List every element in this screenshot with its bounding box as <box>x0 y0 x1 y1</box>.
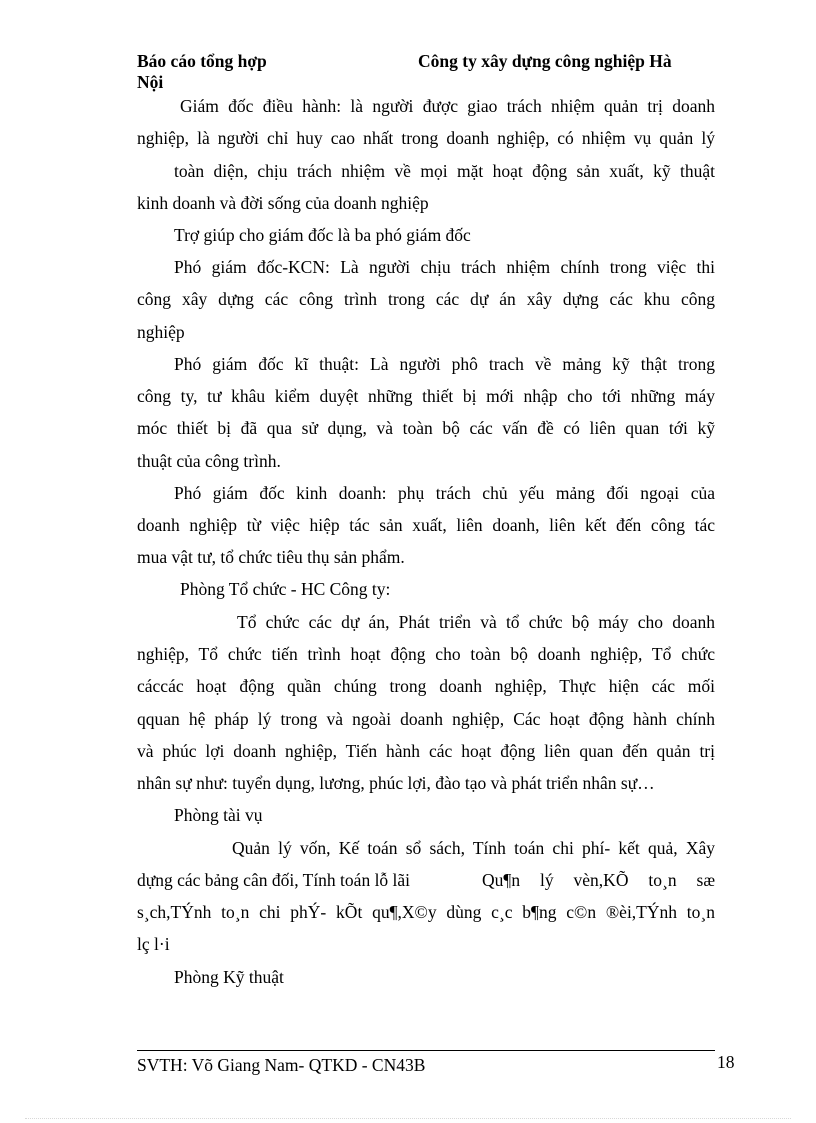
body-line: qquan hệ pháp lý trong và ngoài doanh nghiệp, Các hoạt động hành chính <box>137 709 715 729</box>
section-heading: Phòng Tổ chức - HC Công ty: <box>180 579 391 599</box>
body-line: Tổ chức các dự án, Phát triển và tổ chức bộ máy cho doanh <box>237 612 715 632</box>
body-line: nghiệp, Tổ chức tiến trình hoạt động cho toàn bộ doanh nghiệp, Tổ chức <box>137 644 715 664</box>
header-company-name: Công ty xây dựng công nghiệp Hà <box>418 51 672 71</box>
body-line: nghiệp, là người chỉ huy cao nhất trong doanh nghiệp, có nhiệm vụ quản lý <box>137 128 715 148</box>
body-line: Phó giám đốc kĩ thuật: Là người phô trach về mảng kỹ thật trong <box>174 354 715 374</box>
body-line: doanh nghiệp từ việc hiệp tác sản xuất, liên doanh, liên kết đến công tác <box>137 515 715 535</box>
body-line: thuật của công trình. <box>137 451 281 471</box>
page-number: 18 <box>717 1052 735 1072</box>
body-line: nhân sự như: tuyển dụng, lương, phúc lợi, đào tạo và phát triển nhân sự… <box>137 773 655 793</box>
section-heading: Phòng Kỹ thuật <box>174 967 284 987</box>
body-line: công ty, tư khâu kiểm duyệt những thiết bị mới nhập cho tới những máy <box>137 386 715 406</box>
header-company-name-wrap: Nội <box>137 72 164 92</box>
body-line: mua vật tư, tổ chức tiêu thụ sản phẩm. <box>137 547 405 567</box>
section-heading: Phòng tài vụ <box>174 805 263 825</box>
body-line: kinh doanh và đời sống của doanh nghiệp <box>137 193 429 213</box>
header-report-title: Báo cáo tổng hợp <box>137 51 267 71</box>
body-line: Phó giám đốc-KCN: Là người chịu trách nhiệm chính trong việc thi <box>174 257 715 277</box>
body-line: công xây dựng các công trình trong các dự án xây dựng các khu công <box>137 289 715 309</box>
garbled-line: lç l·i <box>137 934 170 954</box>
page-bottom-dotted-line <box>25 1118 791 1119</box>
body-line: Quản lý vốn, Kế toán sổ sách, Tính toán chi phí- kết quả, Xây <box>232 838 715 858</box>
body-line: và phúc lợi doanh nghiệp, Tiến hành các hoạt động liên quan đến quản trị <box>137 741 715 761</box>
footer-divider <box>137 1050 715 1051</box>
body-line: Phó giám đốc kinh doanh: phụ trách chủ yếu mảng đối ngoại của <box>174 483 715 503</box>
garbled-line: Qu¶n lý vèn,KÕ to¸n sæ <box>482 870 715 890</box>
body-line: dựng các bảng cân đối, Tính toán lỗ lãi <box>137 870 411 890</box>
body-line: Trợ giúp cho giám đốc là ba phó giám đốc <box>174 225 471 245</box>
body-line: cáccác hoạt động quần chúng trong doanh nghiệp, Thực hiện các mối <box>137 676 715 696</box>
body-line: toàn diện, chịu trách nhiệm về mọi mặt hoạt động sản xuất, kỹ thuật <box>174 161 715 181</box>
body-line: nghiệp <box>137 322 185 342</box>
body-line: Giám đốc điều hành: là người được giao trách nhiệm quản trị doanh <box>180 96 715 116</box>
garbled-line: s¸ch,TÝnh to¸n chi phÝ- kÕt qu¶,X©y dùng c¸c b¶ng c©n ®èi,TÝnh to¸n <box>137 902 715 922</box>
body-line: móc thiết bị đã qua sử dụng, và toàn bộ các vấn đề có liên quan tới kỹ <box>137 418 715 438</box>
footer-author: SVTH: Võ Giang Nam- QTKD - CN43B <box>137 1055 426 1075</box>
